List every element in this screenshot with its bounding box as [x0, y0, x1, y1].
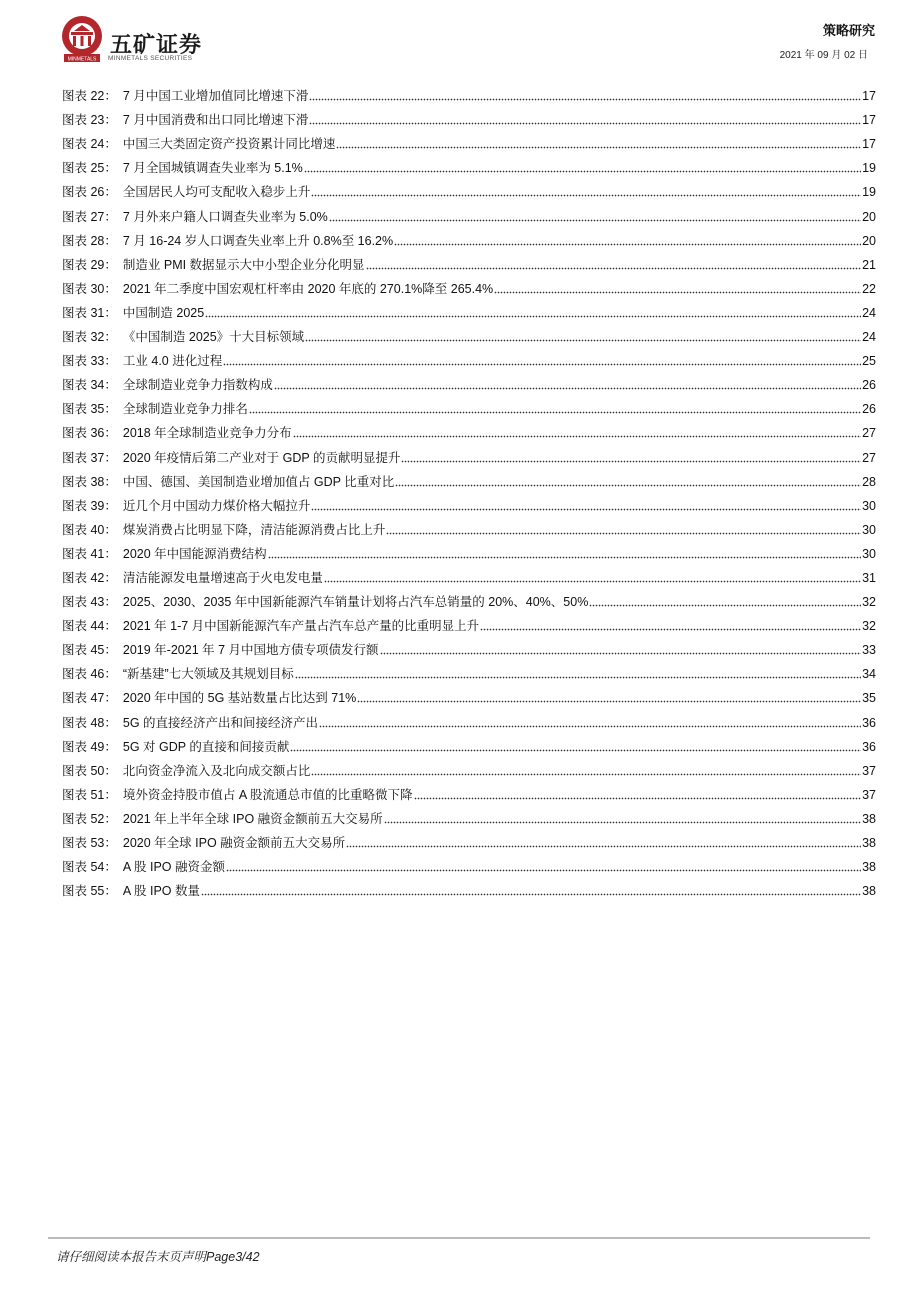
brand-name-en: MINMETALS SECURITIES — [108, 55, 193, 62]
toc-entry-page: 32 — [862, 595, 876, 610]
toc-entry-label: 图表 36： — [62, 426, 117, 441]
toc-entry-title: 2019 年-2021 年 7 月中国地方债专项债发行额 — [122, 643, 379, 658]
toc-entry[interactable] — [62, 297, 876, 321]
toc-entry-page: 17 — [862, 137, 876, 152]
toc-entry-page: 35 — [862, 691, 876, 706]
minmetals-logo-icon — [58, 14, 106, 64]
toc-entry[interactable] — [62, 755, 876, 779]
toc-leader-dots — [201, 884, 861, 896]
toc-entry-title: 5G 的直接经济产出和间接经济产出 — [122, 715, 319, 730]
toc-entry-title: 中国、德国、美国制造业增加值占 GDP 比重对比 — [122, 474, 395, 489]
toc-entry-label: 图表 51： — [62, 787, 117, 802]
toc-entry[interactable] — [62, 803, 876, 827]
toc-leader-dots — [336, 137, 861, 149]
toc-entry-title: 全球制造业竞争力指数构成 — [122, 378, 273, 393]
toc-entry-title: A 股 IPO 融资金额 — [122, 860, 225, 875]
toc-entry-title: 2020 年中国能源消费结构 — [122, 546, 267, 561]
toc-entry-title: 中国制造 2025 — [122, 305, 205, 320]
toc-entry[interactable] — [62, 682, 876, 706]
toc-entry-label: 图表 31： — [62, 305, 117, 320]
toc-leader-dots — [311, 185, 861, 197]
toc-entry-label: 图表 33： — [62, 354, 117, 369]
toc-entry-label: 图表 45： — [62, 643, 117, 658]
toc-entry[interactable] — [62, 827, 876, 851]
toc-entry-page: 38 — [862, 811, 876, 826]
toc-leader-dots — [494, 282, 861, 294]
toc-entry-title: 7 月中国工业增加值同比增速下滑 — [122, 89, 309, 104]
toc-entry-title: 《中国制造 2025》十大目标领域 — [122, 330, 305, 345]
toc-leader-dots — [366, 258, 862, 270]
toc-entry-title: 2021 年上半年全球 IPO 融资金额前五大交易所 — [122, 811, 383, 826]
toc-entry-page: 20 — [862, 233, 876, 248]
toc-entry[interactable] — [62, 128, 876, 152]
toc-entry-page: 38 — [862, 836, 876, 850]
toc-leader-dots — [268, 547, 861, 559]
toc-entry-title: 2020 年全球 IPO 融资金额前五大交易所 — [122, 836, 346, 850]
toc-entry-page: 37 — [862, 763, 876, 778]
toc-entry[interactable] — [62, 514, 876, 538]
toc-entry-label: 图表 43： — [62, 595, 117, 610]
toc-entry[interactable] — [62, 152, 876, 176]
report-date: 2021 年 09 月 02 日 — [779, 50, 868, 61]
toc-entry-page: 21 — [862, 257, 876, 272]
toc-entry-label: 图表 26： — [62, 185, 117, 200]
toc-entry-page: 20 — [862, 209, 876, 224]
toc-entry[interactable] — [62, 586, 876, 610]
toc-entry-label: 图表 41： — [62, 546, 117, 561]
toc-entry-label: 图表 35： — [62, 402, 117, 417]
toc-entry-page: 32 — [862, 619, 876, 634]
toc-entry[interactable] — [62, 417, 876, 441]
toc-entry-label: 图表 34： — [62, 378, 117, 393]
toc-entry-page: 38 — [862, 860, 876, 875]
toc-entry-page: 33 — [862, 643, 876, 658]
toc-entry[interactable] — [62, 562, 876, 586]
toc-entry[interactable] — [62, 321, 876, 345]
toc-leader-dots — [274, 378, 861, 390]
toc-entry-label: 图表 52： — [62, 811, 117, 826]
toc-entry-title: 2020 年疫情后第二产业对于 GDP 的贡献明显提升 — [122, 450, 401, 465]
toc-entry[interactable] — [62, 779, 876, 803]
toc-entry-title: 全球制造业竞争力排名 — [122, 402, 248, 417]
toc-entry-label: 图表 44： — [62, 619, 117, 634]
toc-entry-label: 图表 23： — [62, 113, 117, 128]
toc-leader-dots — [480, 619, 861, 631]
toc-leader-dots — [589, 595, 861, 607]
toc-leader-dots — [401, 451, 861, 463]
toc-entry-label: 图表 55： — [62, 884, 117, 899]
toc-entry-page: 28 — [862, 474, 876, 489]
footer-page-number: Page3/42 — [206, 1250, 260, 1264]
toc-entry[interactable] — [62, 441, 876, 465]
toc-entry-title: 5G 对 GDP 的直接和间接贡献 — [122, 739, 290, 754]
toc-entry-page: 24 — [862, 305, 876, 320]
toc-entry-page: 36 — [862, 715, 876, 730]
toc-entry-label: 图表 25： — [62, 161, 117, 176]
toc-leader-dots — [305, 330, 861, 342]
toc-entry-title: 煤炭消费占比明显下降，清洁能源消费占比上升 — [122, 522, 386, 537]
toc-entry-title: 7 月中国消费和出口同比增速下滑 — [122, 113, 309, 128]
toc-leader-dots — [319, 716, 861, 728]
toc-entry-label: 图表 42： — [62, 570, 117, 585]
toc-entry-label: 图表 32： — [62, 330, 117, 345]
toc-entry-page: 36 — [862, 739, 876, 754]
toc-leader-dots — [309, 89, 861, 101]
toc-entry-title: A 股 IPO 数量 — [122, 884, 200, 899]
toc-entry-page: 31 — [862, 570, 876, 585]
toc-entry-label: 图表 39： — [62, 498, 117, 513]
toc-entry[interactable] — [62, 249, 876, 273]
toc-entry-label: 图表 53： — [62, 836, 117, 850]
toc-leader-dots — [304, 161, 861, 173]
toc-entry-page: 24 — [862, 330, 876, 345]
toc-leader-dots — [324, 571, 861, 583]
toc-leader-dots — [249, 402, 861, 414]
toc-entry-title: “新基建”七大领域及其规划目标 — [122, 667, 294, 682]
page-footer — [56, 1247, 260, 1265]
toc-leader-dots — [226, 860, 861, 872]
toc-entry-title: 北向资金净流入及北向成交额占比 — [122, 763, 311, 778]
toc-entry[interactable] — [62, 200, 876, 224]
toc-entry-page: 27 — [862, 426, 876, 441]
toc-entry-title: 2021 年 1-7 月中国新能源汽车产量占汽车总产量的比重明显上升 — [122, 619, 480, 634]
toc-entry-label: 图表 24： — [62, 137, 117, 152]
toc-entry-title: 境外资金持股市值占 A 股流通总市值的比重略微下降 — [122, 787, 413, 802]
toc-entry[interactable] — [62, 706, 876, 730]
toc-entry-label: 图表 46： — [62, 667, 117, 682]
toc-entry-title: 7 月 16-24 岁人口调查失业率上升 0.8%至 16.2% — [122, 233, 394, 248]
toc-entry-page: 26 — [862, 378, 876, 393]
toc-entry-label: 图表 27： — [62, 209, 117, 224]
toc-entry[interactable] — [62, 369, 876, 393]
toc-entry[interactable] — [62, 176, 876, 200]
toc-entry-page: 26 — [862, 402, 876, 417]
toc-entry-label: 图表 30： — [62, 281, 117, 296]
toc-entry[interactable] — [62, 80, 876, 104]
toc-entry-label: 图表 38： — [62, 474, 117, 489]
toc-entry-title: 7 月全国城镇调查失业率为 5.1% — [122, 161, 303, 176]
toc-entry[interactable] — [62, 490, 876, 514]
toc-entry-title: 2021 年二季度中国宏观杠杆率由 2020 年底的 270.1%降至 265.4% — [122, 281, 494, 296]
logo-text: MINMETALS — [67, 56, 97, 63]
toc-leader-dots — [290, 740, 861, 752]
toc-entry-label: 图表 37： — [62, 450, 117, 465]
toc-entry[interactable] — [62, 393, 876, 417]
toc-entry-page: 17 — [862, 113, 876, 128]
toc-entry-title: 中国三大类固定资产投资累计同比增速 — [122, 137, 336, 152]
toc-entry-title: 清洁能源发电量增速高于火电发电量 — [122, 570, 323, 585]
toc-entry-page: 25 — [862, 354, 876, 369]
toc-leader-dots — [414, 788, 862, 800]
toc-entry-title: 全国居民人均可支配收入稳步上升 — [122, 185, 311, 200]
toc-entry-title: 近几个月中国动力煤价格大幅拉升 — [122, 498, 311, 513]
toc-entry[interactable] — [62, 875, 876, 899]
toc-entry-page: 30 — [862, 522, 876, 537]
figure-list — [62, 80, 876, 899]
toc-leader-dots — [384, 812, 861, 824]
toc-entry-label: 图表 49： — [62, 739, 117, 754]
toc-entry-label: 图表 48： — [62, 715, 117, 730]
toc-leader-dots — [394, 234, 861, 246]
toc-entry[interactable] — [62, 658, 876, 682]
toc-entry-title: 2020 年中国的 5G 基站数量占比达到 71% — [122, 691, 357, 706]
toc-entry[interactable] — [62, 851, 876, 875]
toc-leader-dots — [346, 836, 861, 848]
toc-entry-title: 工业 4.0 进化过程 — [122, 354, 223, 369]
toc-entry-label: 图表 54： — [62, 860, 117, 875]
toc-entry[interactable] — [62, 104, 876, 128]
toc-entry-label: 图表 40： — [62, 522, 117, 537]
toc-entry[interactable] — [62, 345, 876, 369]
toc-entry-title: 2025、2030、2035 年中国新能源汽车销量计划将占汽车总销量的 20%、40%、50% — [122, 595, 589, 610]
toc-leader-dots — [357, 691, 861, 703]
toc-entry-page: 34 — [862, 667, 876, 682]
toc-entry-page: 19 — [862, 185, 876, 200]
toc-entry[interactable] — [62, 538, 876, 562]
toc-entry-page: 37 — [862, 787, 876, 802]
brand-name: 五矿证券 — [110, 32, 203, 57]
toc-leader-dots — [295, 667, 861, 679]
toc-entry[interactable] — [62, 225, 876, 249]
toc-entry-title: 制造业 PMI 数据显示大中小型企业分化明显 — [122, 257, 365, 272]
toc-entry-title: 7 月外来户籍人口调查失业率为 5.0% — [122, 209, 328, 224]
toc-entry[interactable] — [62, 273, 876, 297]
toc-entry[interactable] — [62, 634, 876, 658]
page-header — [0, 0, 920, 80]
toc-leader-dots — [205, 306, 861, 318]
toc-leader-dots — [386, 523, 861, 535]
toc-entry-page: 27 — [862, 450, 876, 465]
toc-entry-label: 图表 22： — [62, 89, 117, 104]
toc-entry-label: 图表 50： — [62, 763, 117, 778]
toc-entry-title: 2018 年全球制造业竞争力分布 — [122, 426, 292, 441]
toc-entry-page: 19 — [862, 161, 876, 176]
footer-disclaimer: 请仔细阅读本报告末页声明 — [56, 1250, 207, 1264]
toc-entry-label: 图表 47： — [62, 691, 117, 706]
toc-entry-label: 图表 28： — [62, 233, 117, 248]
toc-leader-dots — [223, 354, 861, 366]
toc-leader-dots — [293, 426, 861, 438]
footer-divider — [48, 1237, 870, 1239]
toc-leader-dots — [329, 210, 861, 222]
toc-entry-page: 38 — [862, 884, 876, 899]
toc-leader-dots — [311, 764, 861, 776]
toc-entry-page: 17 — [862, 89, 876, 104]
toc-entry[interactable] — [62, 731, 876, 755]
toc-entry-page: 30 — [862, 546, 876, 561]
toc-entry-page: 30 — [862, 498, 876, 513]
toc-entry-label: 图表 29： — [62, 257, 117, 272]
toc-entry-page: 22 — [862, 281, 876, 296]
toc-leader-dots — [309, 113, 861, 125]
toc-entry[interactable] — [62, 610, 876, 634]
toc-leader-dots — [311, 499, 861, 511]
toc-leader-dots — [395, 475, 861, 487]
toc-entry[interactable] — [62, 466, 876, 490]
toc-leader-dots — [380, 643, 862, 655]
report-type: 策略研究 — [822, 23, 875, 38]
